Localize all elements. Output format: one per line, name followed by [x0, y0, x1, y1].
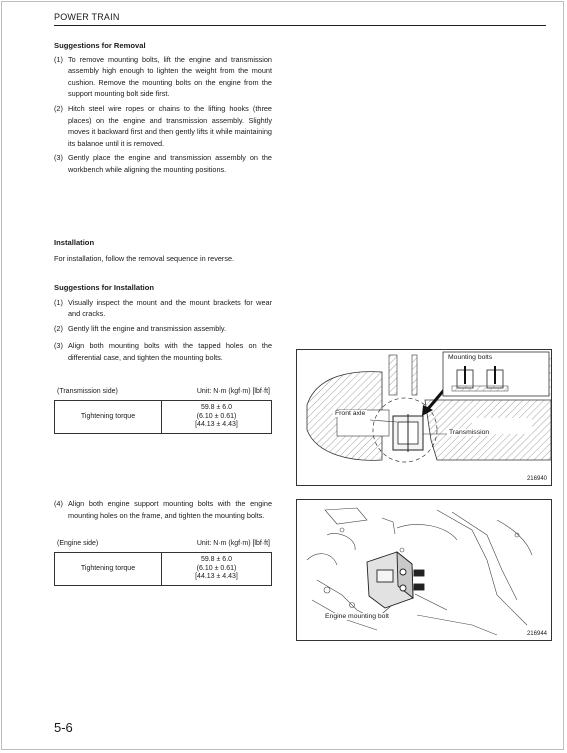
transmission-unit-label: Unit: N·m (kgf·m) [lbf·ft] — [196, 388, 270, 395]
engine-torque-value — [162, 553, 272, 586]
removal-heading: Suggestions for Removal — [54, 41, 146, 50]
install-item-1-number: (1) — [54, 297, 63, 307]
engine-torque-lbfft: [44.13 ± 4.43] — [195, 573, 238, 581]
table-row — [55, 553, 272, 586]
install-item-3-number: (3) — [54, 341, 63, 351]
removal-item-1-number: (1) — [54, 54, 63, 64]
transmission-side-label: (Transmission side) — [57, 388, 118, 395]
transmission-torque-lbfft: [44.13 ± 4.43] — [195, 421, 238, 429]
engine-mounting-bolt-label: Engine mounting bolt — [325, 613, 389, 620]
transmission-torque-value — [162, 401, 272, 434]
removal-item-3-number: (3) — [54, 153, 63, 163]
transmission-torque-label: Tightening torque — [55, 401, 162, 434]
section-header: POWER TRAIN — [54, 12, 120, 22]
page-number: 5-6 — [54, 720, 73, 735]
removal-section — [54, 40, 272, 176]
removal-item-2-text: Hitch steel wire ropes or chains to the lifting hooks (three places) on the engine and transmission assembly. Slightly moves it backward first and then gently lifts it while maintaining its balanoe until it is removed. — [68, 103, 272, 148]
installation-text: For installation, follow the removal sequence in reverse. — [54, 253, 235, 263]
transmission-torque-table — [54, 400, 272, 434]
removal-item-1-text: To remove mounting bolts, lift the engine and transmission assembly high enough to lighten the weight from the mount cushion. Remove the mounting bolts on the engine from the support mounting bolt side first. — [68, 54, 272, 99]
mounting-bolts-label: Mounting bolts — [448, 354, 493, 361]
figure1-number: 216940 — [526, 476, 547, 482]
figure-engine-mount — [296, 499, 552, 641]
install-item-1 — [54, 297, 272, 320]
removal-item-3 — [54, 152, 272, 175]
header-rule — [54, 25, 546, 26]
removal-item-2 — [54, 103, 272, 149]
engine-torque-caption — [57, 540, 270, 547]
engine-torque-nm: 59.8 ± 6.0 — [200, 555, 233, 563]
transmission-torque-kgfm: (6.10 ± 0.61) — [196, 412, 237, 420]
front-axle-label: Front axle — [335, 410, 366, 417]
engine-torque-table — [54, 552, 272, 586]
install-item-2 — [54, 323, 272, 335]
install-item-2-number: (2) — [54, 323, 63, 333]
transmission-mount-drawing — [297, 350, 551, 485]
install-suggestions-heading: Suggestions for Installation — [54, 283, 154, 292]
install-item-1-text: Visually inspect the mount and the mount brackets for wear and cracks. — [68, 297, 272, 319]
install-item-4-text: Align both engine support mounting bolts with the engine mounting holes on the frame, and tighten the mounting bolts. — [68, 499, 272, 520]
engine-torque-label: Tightening torque — [55, 553, 162, 586]
install-item-3 — [54, 340, 272, 363]
removal-item-2-number: (2) — [54, 103, 63, 113]
removal-item-3-text: Gently place the engine and transmission assembly on the workbench while aligning the mounting positions. — [68, 153, 272, 174]
figure-transmission-mount — [296, 349, 552, 486]
installation-section — [54, 237, 272, 264]
table-row — [55, 401, 272, 434]
figure2-number: 216944 — [526, 631, 547, 637]
install-item-4-number: (4) — [54, 499, 63, 508]
engine-side-label: (Engine side) — [57, 540, 99, 547]
transmission-torque-nm: 59.8 ± 6.0 — [200, 403, 233, 411]
transmission-label: Transmission — [449, 429, 490, 436]
engine-torque-kgfm: (6.10 ± 0.61) — [196, 564, 237, 572]
install-item-3-text: Align both mounting bolts with the tapped holes on the differential case, and tighten the mounting bolts. — [68, 341, 272, 362]
step4-section — [54, 498, 272, 521]
install-item-2-text: Gently lift the engine and transmission assembly. — [68, 323, 227, 333]
transmission-torque-caption — [57, 388, 270, 395]
installation-heading: Installation — [54, 238, 95, 247]
engine-unit-label: Unit: N·m (kgf·m) [lbf·ft] — [196, 540, 270, 547]
removal-item-1 — [54, 54, 272, 100]
install-item-4 — [54, 498, 272, 521]
install-suggestions-section — [54, 282, 272, 364]
